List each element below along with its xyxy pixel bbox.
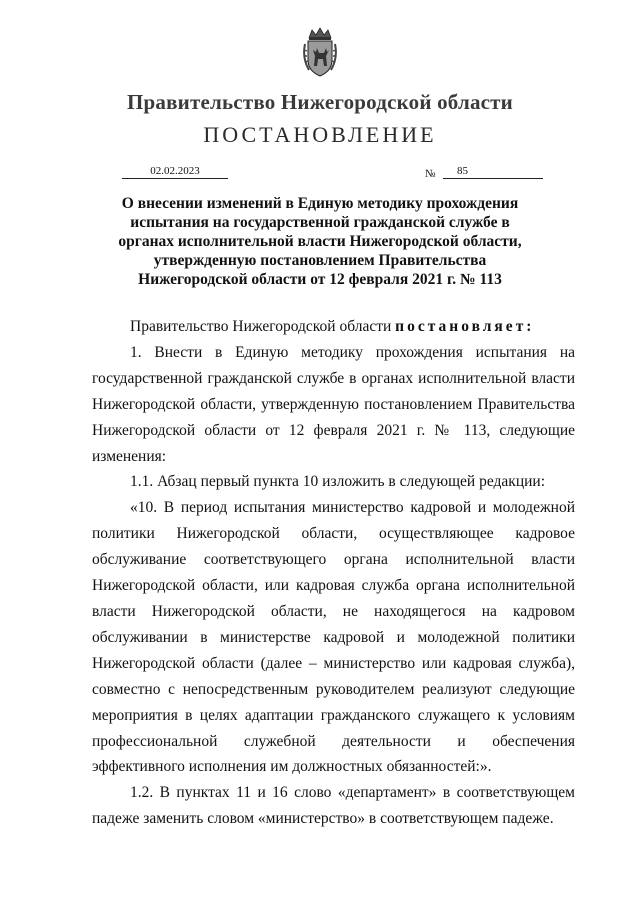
resolution-keyword: постановляет: [395,318,535,335]
document-type: ПОСТАНОВЛЕНИЕ [203,122,437,147]
intro-prefix: Правительство Нижегородской области [130,318,396,335]
paragraph-quoted: «10. В период испытания министерство кадровой и молодежной политики Нижегородской области, осуществляющее кадровое обслуживание соответствующего органа исполнительной власти Нижегородской области, или кадровая служба органа исполнительной власти Нижегородской области, не находящегося на кадровом обслуживании в министерстве кадровой и молодежной политики Нижегородской области (далее – министерство или кадровая служба), совместно с непосредственным руководителем реализуют следующие мероприятия в целях адаптации гражданского служащего к условиям профессиональной служебной деятельности и обеспечения эффективного исполнения им должностных обязанностей:». [92,499,575,776]
subject-line: О внесении изменений в Единую методику прохождения [121,195,519,212]
nizhny-novgorod-coat-of-arms-icon [301,26,339,78]
paragraph-1-2: 1.2. В пунктах 11 и 16 слово «департамент» в соответствующем падеже заменить словом «министерство» в соответствующем падеже. [92,784,575,828]
paragraph-1-1: 1.1. Абзац первый пункта 10 изложить в следующей редакции: [130,473,546,491]
document-body [92,314,575,832]
subject-line: утвержденную постановлением Правительства [153,252,487,269]
document-date: 02.02.2023 [122,165,228,179]
subject-line: органах исполнительной власти Нижегородской области, [118,233,522,250]
document-number: 85 [443,165,543,179]
subject-line: испытания на государственной гражданской службе в [130,214,510,231]
paragraph-1: 1. Внести в Единую методику прохождения испытания на государственной гражданской службе в органах исполнительной власти Нижегородской области, утвержденную постановлением Правительства Нижегородской области от 12 февраля 2021 г. № 113, следующие изменения: [92,343,575,465]
government-title: Правительство Нижегородской области [127,90,513,114]
document-subject [100,194,540,289]
number-sign: № [425,168,436,180]
intro-paragraph [92,314,575,340]
subject-line: Нижегородской области от 12 февраля 2021 г. № 113 [138,271,502,288]
